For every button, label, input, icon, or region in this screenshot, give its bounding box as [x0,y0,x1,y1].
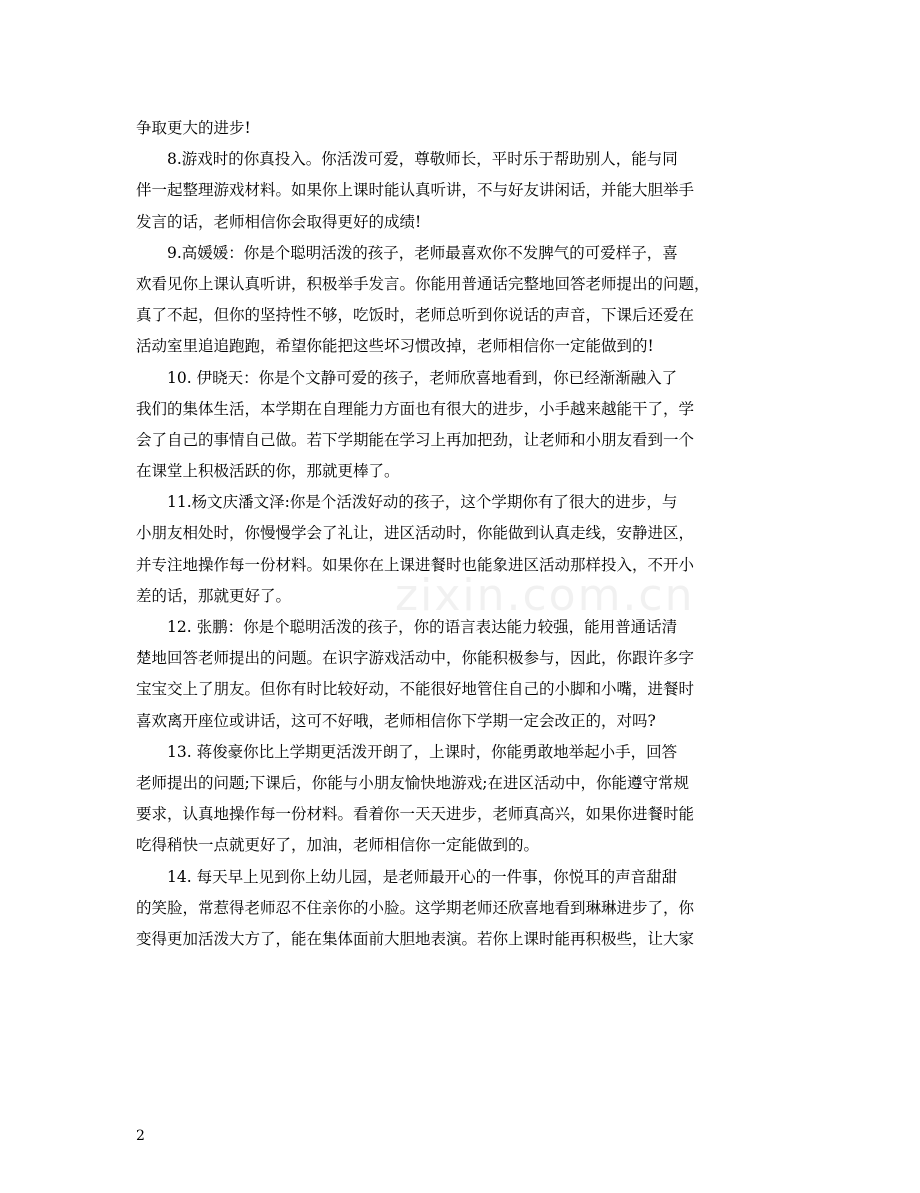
paragraph [136,113,784,144]
text-line: 12. 张鹏：你是个聪明活泼的孩子，你的语言表达能力较强，能用普通话清 [136,618,678,636]
text-line: 楚地回答老师提出的问题。在识字游戏活动中，你能积极参与，因此，你跟许多字 [136,649,695,668]
text-line: 伴一起整理游戏材料。如果你上课时能认真听讲，不与好友讲闲话，并能大胆举手 [136,181,695,200]
text-line: 在课堂上积极活跃的你，那就更棒了。 [136,462,400,481]
text-line: 差的话，那就更好了。 [136,586,292,605]
text-line: 8.游戏时的你真投入。你活泼可爱，尊敬师长，平时乐于帮助别人，能与同 [136,150,678,169]
text-line: 11.杨文庆潘文泽:你是个活泼好动的孩子，这个学期你有了很大的进步，与 [136,493,678,512]
text-line: 小朋友相处时，你慢慢学会了礼让，进区活动时，你能做到认真走线，安静进区， [136,524,695,543]
text-line: 争取更大的进步! [136,119,251,137]
text-line: 活动室里追追跑跑，希望你能把这些坏习惯改掉，老师相信你一定能做到的! [136,337,654,356]
text-line: 会了自己的事情自己做。若下学期能在学习上再加把劲，让老师和小朋友看到一个 [136,430,695,449]
page-number: 2 [136,1128,145,1144]
text-line: 10. 伊晓天：你是个文静可爱的孩子，老师欣喜地看到，你已经渐渐融入了 [136,368,678,387]
text-line: 9.高媛媛：你是个聪明活泼的孩子，老师最喜欢你不发脾气的可爱样子，喜 [136,243,678,262]
text-line: 喜欢离开座位或讲话，这可不好哦，老师相信你下学期一定会改正的，对吗? [136,711,656,730]
paragraph [136,144,784,238]
text-line: 老师提出的问题;下课后，你能与小朋友愉快地游戏;在进区活动中，你能遵守常规 [136,773,689,792]
text-line: 真了不起，但你的坚持性不够，吃饭时，老师总听到你说话的声音，下课后还爱在 [136,306,695,325]
paragraph [136,238,784,363]
paragraph [136,737,784,862]
paragraph [136,862,784,956]
text-line: 我们的集体生活，本学期在自理能力方面也有很大的进步，小手越来越能干了，学 [136,399,695,418]
paragraph [136,612,784,737]
text-line: 吃得稍快一点就更好了，加油，老师相信你一定能做到的。 [136,836,540,855]
text-line: 13. 蒋俊豪你比上学期更活泼开朗了，上课时，你能勇敢地举起小手，回答 [136,742,678,761]
text-line: 宝宝交上了朋友。但你有时比较好动，不能很好地管住自己的小脚和小嘴，进餐时 [136,680,695,699]
text-line: 欢看见你上课认真听讲，积极举手发言。你能用普通话完整地回答老师提出的问题， [136,274,710,293]
text-line: 变得更加活泼大方了，能在集体面前大胆地表演。若你上课时能再积极些，让大家 [136,929,695,948]
text-line: 要求，认真地操作每一份材料。看着你一天天进步，老师真高兴，如果你进餐时能 [136,805,695,824]
text-line: 14. 每天早上见到你上幼儿园，是老师最开心的一件事，你悦耳的声音甜甜 [136,867,678,886]
paragraph [136,363,784,488]
text-line: 的笑脸，常惹得老师忍不住亲你的小脸。这学期老师还欣喜地看到琳琳进步了，你 [136,898,695,917]
text-line: 发言的话，老师相信你会取得更好的成绩! [136,212,422,231]
document-body [136,113,784,955]
watermark: zixin.com.cn [395,570,695,621]
text-line: 并专注地操作每一份材料。如果你在上课进餐时也能象进区活动那样投入，不开小 [136,555,695,574]
paragraph [136,487,784,612]
